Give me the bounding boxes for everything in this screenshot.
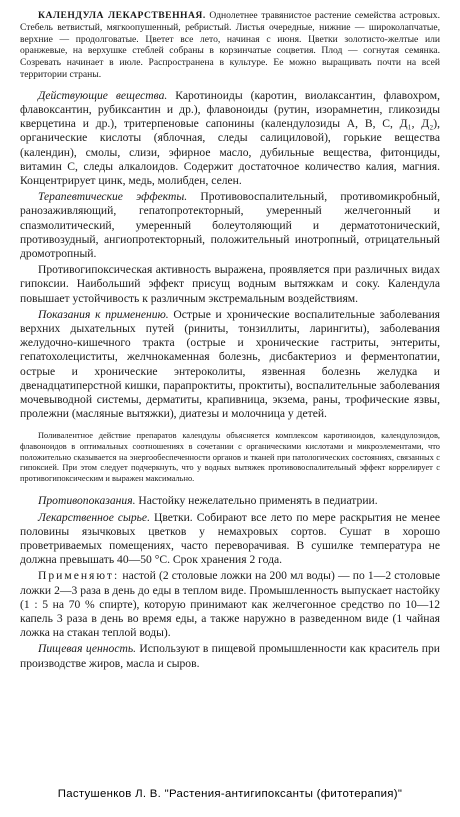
intro-text: Однолетнее травянистое растение семейства астровых. Стебель ветвистый, мягкоопушенный, ребристый. Листья очередные, нижние — широколапчатые, верхние — продолговатые. Цветет все лето, начиная с июня. Цветки золотисто-желтые или оранжевые, на верхушке стеблей собраны в корзинчатые соцветия. Плод — согнутая семянка. Созревать начинает в июле. Распространена в культуре. Ее можно выращивать почти на всей территории страны. (20, 10, 441, 80)
contraindications-text: Настойку нежелательно применять в педиатрии. (135, 494, 378, 508)
contraindications-heading: Противопоказания. (38, 494, 136, 508)
effects-heading: Терапевтические эффекты. (38, 190, 188, 204)
substances-paragraph (20, 89, 440, 188)
raw-heading: Лекарственное сырье. (38, 510, 150, 524)
contraindications-paragraph (20, 494, 440, 508)
antihypoxic-text: Противогипоксическая активность выражена, проявляется при различных видах гипоксии. Наибольший эффект присущ водным вытяжкам и соку. Календула повышает устойчивость к различным экстремальным воздействиям. (20, 263, 440, 305)
usage-text: настой (2 столовые ложки на 200 мл воды) — по 1—2 столовые ложки 2—3 раза в день до еды в теплом виде. Промышленность выпускает настойку (1 : 5 на 70 % спирте), которую принимают как желчегонное средство по 10—12 капель 3 раза в день во время еды, а также наружно в разведенном виде (1 чайная ложка на стакан теплой воды). (20, 569, 440, 640)
substances-heading: Действующие вещества. (38, 88, 168, 102)
indications-heading: Показания к применению. (38, 307, 169, 321)
usage-heading: Применяют: (38, 569, 120, 583)
usage-paragraph (20, 569, 440, 640)
food-paragraph (20, 642, 440, 670)
note-paragraph (20, 431, 440, 484)
raw-text: Цветки. Собирают все лето по мере раскрытия не менее половины язычковых цветков у немахровых сортов. Сушат в хорошо проветриваемых помещениях, часто переворачивая. В сушилке температура не должна превышать 40—50 °C. Срок хранения 2 года. (20, 510, 440, 567)
raw-paragraph (20, 511, 440, 568)
indications-text: Острые и хронические воспалительные заболевания верхних дыхательных путей (риниты, тонзиллиты, ларингиты), заболевания желудочно-кишечного тракта (острые и хронические гастриты, энтериты, гепатохолециститы, желчнокаменная болезнь, дисбактериоз и ферментопатии, острые и хронические энтероколиты, язвенная болезнь желудка и двенадцатиперстной кишки, парапроктиты, проктиты), воспалительные заболевания мочевыводной системы, дерматиты, крапивница, экзема, раны, трофические язвы, пролежни (масляные вытяжки), диатезы и молочница у детей. (20, 307, 440, 421)
food-heading: Пищевая ценность. (38, 642, 137, 656)
antihypoxic-paragraph (20, 263, 440, 306)
indications-paragraph (20, 308, 440, 422)
intro-paragraph (20, 10, 440, 81)
source-citation: Пастушенков Л. В. "Растения-антигипоксанты (фитотерапия)" (57, 788, 403, 800)
substances-text: Каротиноиды (каротин, виолаксантин, флавохром, флавоксантин, рубиксантин и др.), флавоноиды (рутин, изорамнетин, гликозиды кверцетина и др.), тритерпеновые сапонины (календулозиды А, В, С, Д₁, Д₂), органические кислоты (яблочная, следы салициловой), горькие вещества (календин), смолы, слизи, эфирное масло, дубильные вещества, фитонциды, витамин С, следы алкалоидов. Содержит достаточное количество калия, магния. Концентрирует цинк, медь, молибден, селен. (20, 88, 440, 187)
plant-title: КАЛЕНДУЛА ЛЕКАРСТВЕННАЯ. (38, 10, 206, 21)
effects-text: Противовоспалительный, противомикробный, ранозаживляющий, гепатопротекторный, умеренный желчегонный и спазмолитический, умеренный болеутоляющий и дерматотонический, противозудный, ангиопротекторный, положительный инотропный, отрицательный дромотропный. (20, 190, 440, 261)
effects-paragraph (20, 190, 440, 261)
note-text: Поливалентное действие препаратов календулы объясняется комплексом каротиноидов, календулозидов, флавоноидов в оптимальных соотношениях в сочетании с органическими кислотами и микроэлементами, что положительно сказывается на энергообеспеченности органов и тканей при патологических состояниях, связанных с гипоксией. При этом следует подчеркнуть, что у водных вытяжек противовоспалительный эффект коррелирует с противогипоксическим и выражен максимально. (20, 431, 440, 483)
food-text: Используют в пищевой промышленности как краситель при производстве жиров, масла и сыров. (20, 642, 441, 670)
